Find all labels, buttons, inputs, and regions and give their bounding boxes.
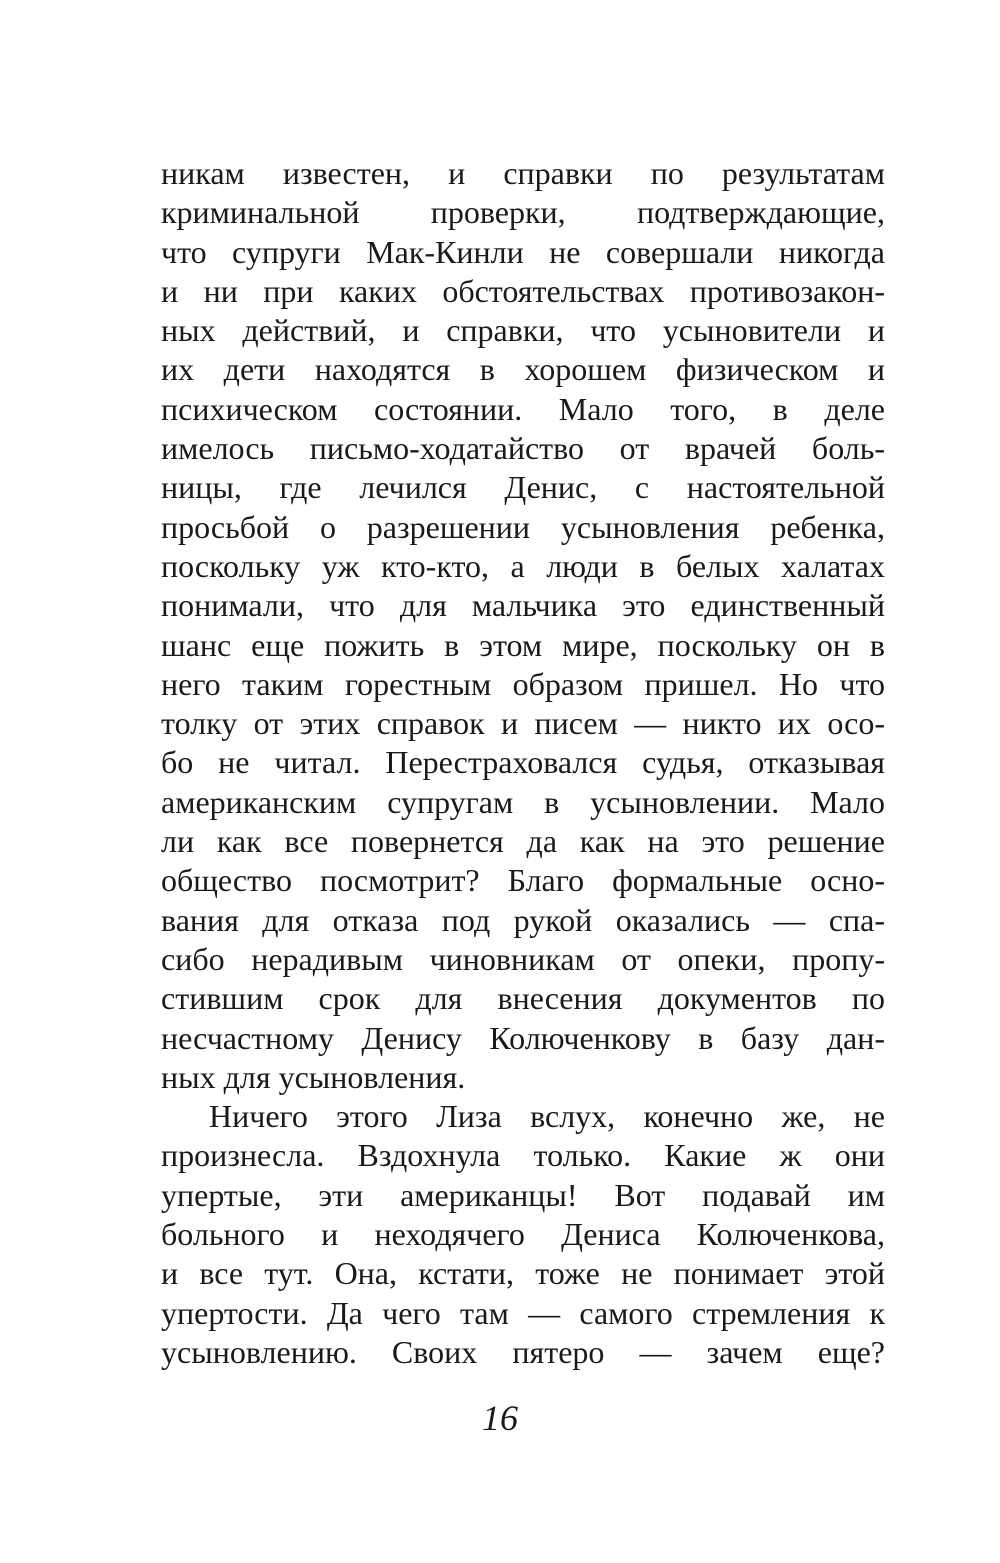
text-line: криминальной проверки, подтверждающие, [161, 194, 885, 231]
text-line: поскольку уж кто-кто, а люди в белых халатах [161, 547, 885, 584]
text-line: вания для отказа под рукой оказались — спа- [161, 901, 885, 938]
text-line: шанс еще пожить в этом мире, поскольку он в [161, 626, 885, 663]
text-line: что супруги Мак-Кинли не совершали никогда [161, 233, 885, 270]
text-line: больного и неходячего Дениса Колюченкова, [161, 1216, 885, 1253]
text-line: упертости. Да чего там — самого стремления к [161, 1294, 885, 1331]
text-line: стившим срок для внесения документов по [161, 980, 885, 1017]
text-line: толку от этих справок и писем — никто их осо- [161, 705, 885, 742]
text-line: американским супругам в усыновлении. Мало [161, 783, 885, 820]
text-line: сибо нерадивым чиновникам от опеки, пропу- [161, 940, 885, 977]
text-line: и ни при каких обстоятельствах противозакон- [161, 272, 885, 309]
text-line: и все тут. Она, кстати, тоже не понимает этой [161, 1255, 885, 1292]
text-line: общество посмотрит? Благо формальные осно- [161, 862, 885, 899]
text-line: ли как все повернется да как на это решение [161, 823, 885, 860]
text-line: произнесла. Вздохнула только. Какие ж они [161, 1137, 885, 1174]
text-line: имелось письмо-ходатайство от врачей боль- [161, 430, 885, 467]
text-line: ных действий, и справки, что усыновители и [161, 312, 885, 349]
text-line: психическом состоянии. Мало того, в деле [161, 390, 885, 427]
text-line: Ничего этого Лиза вслух, конечно же, не [209, 1098, 885, 1135]
body-text [161, 154, 885, 1372]
text-line: никам известен, и справки по результатам [161, 155, 885, 191]
text-line: упертые, эти американцы! Вот подавай им [161, 1176, 885, 1213]
text-line: ных для усыновления. [161, 1058, 466, 1095]
text-line: понимали, что для мальчика это единственный [161, 587, 885, 624]
text-line: несчастному Денису Колюченкову в базу дан- [161, 1019, 885, 1056]
text-line: усыновлению. Своих пятеро — зачем еще? [161, 1333, 885, 1370]
text-line: их дети находятся в хорошем физическом и [161, 351, 885, 388]
text-line: просьбой о разрешении усыновления ребенка, [161, 508, 885, 545]
page-number: 16 [482, 1398, 518, 1438]
text-line: ницы, где лечился Денис, с настоятельной [161, 469, 885, 506]
text-line: него таким горестным образом пришел. Но что [161, 665, 885, 702]
text-line: бо не читал. Перестраховался судья, отказывая [161, 744, 885, 781]
